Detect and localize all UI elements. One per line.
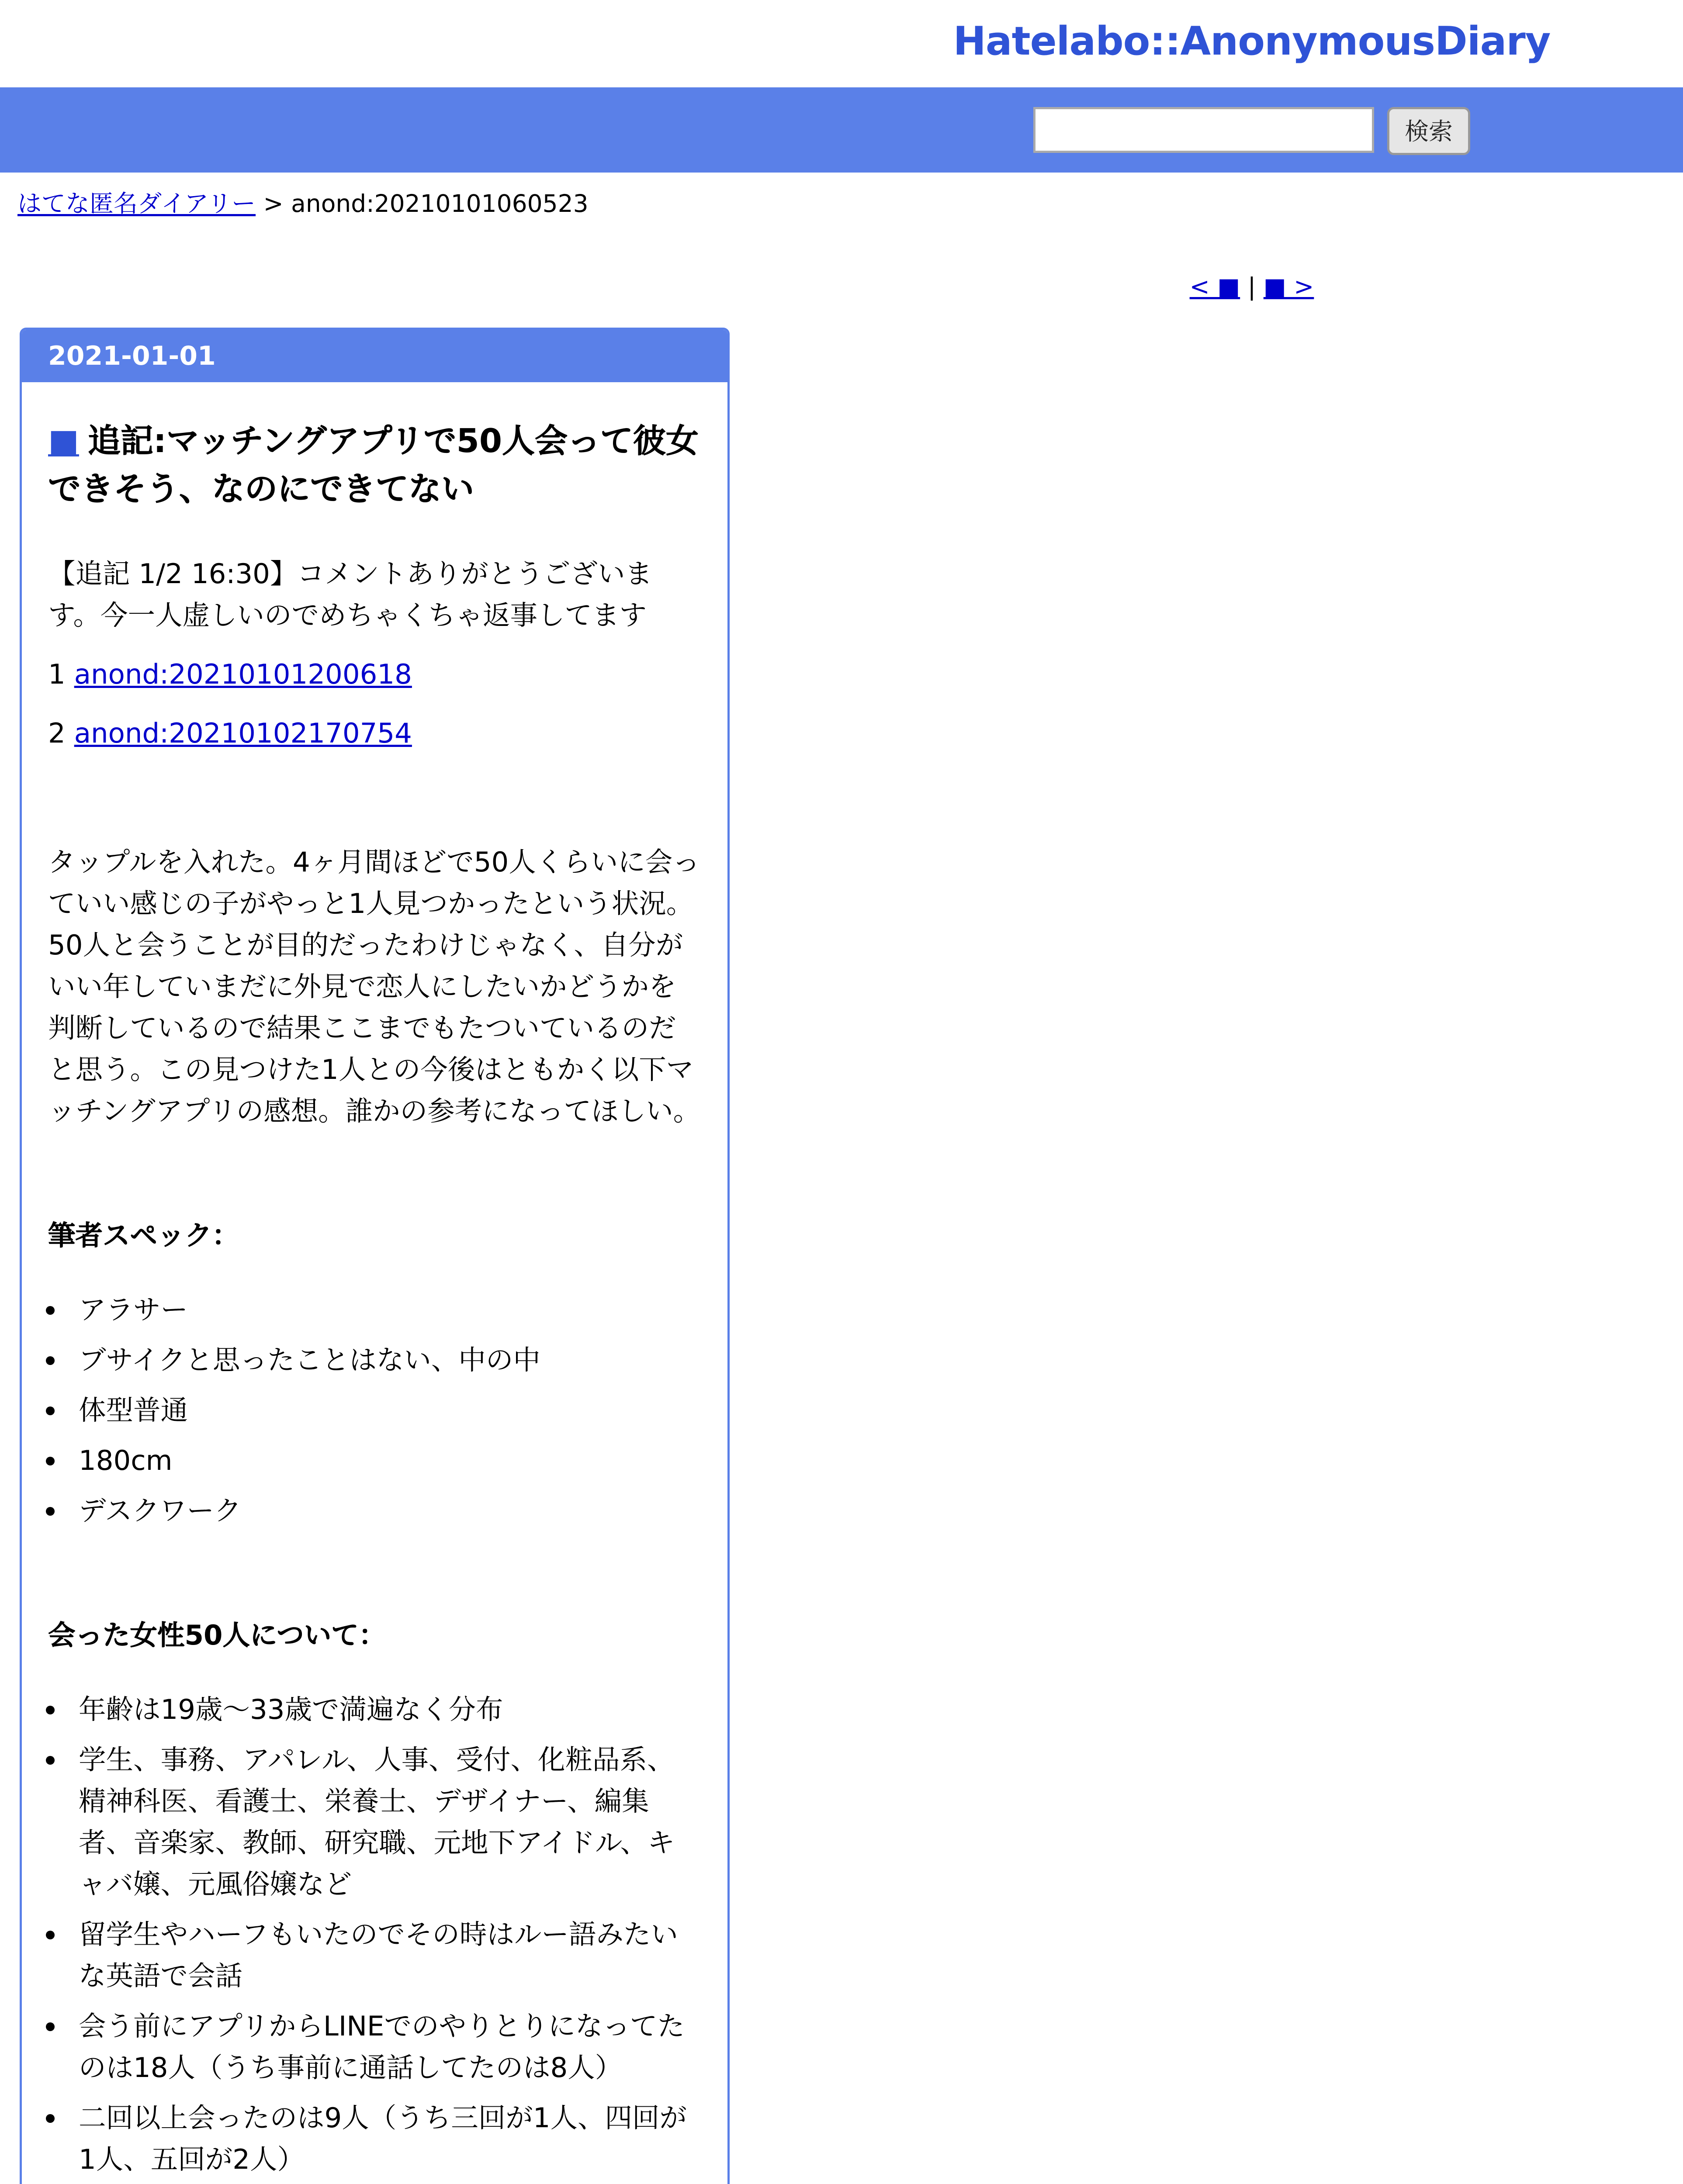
list-item: • 180cm bbox=[79, 1439, 701, 1481]
entry-section bbox=[22, 382, 727, 2184]
search-button[interactable]: 検索 bbox=[1387, 106, 1470, 154]
women-list bbox=[48, 1688, 701, 2184]
section-heading: 筆者スペック： bbox=[48, 1219, 239, 1251]
list-item: • 学生、事務、アパレル、人事、受付、化粧品系、精神科医、看護士、栄養士、デザイナー、編集者、音楽家、教師、研究職、元地下アイドル、キャバ嬢、元風俗嬢など bbox=[79, 1738, 701, 1904]
list-item: • アラサー bbox=[79, 1289, 701, 1330]
pager-separator: | bbox=[1247, 273, 1256, 301]
entry-link-number: 2 bbox=[48, 716, 66, 749]
list-item: • デスクワーク bbox=[79, 1489, 701, 1531]
list-item: • 二回以上会ったのは9人（うち三回が1人、四回が1人、五回が2人） bbox=[79, 2097, 701, 2180]
search-bar bbox=[0, 87, 1683, 173]
list-item: • 年齢は19歳〜33歳で満遍なく分布 bbox=[79, 1688, 701, 1730]
entry-link-line bbox=[48, 712, 701, 753]
site-title[interactable]: Hatelabo::AnonymousDiary bbox=[953, 20, 1551, 66]
entry-permalink[interactable]: ■ bbox=[48, 422, 79, 461]
section-heading: 会った女性50人について： bbox=[48, 1618, 386, 1651]
breadcrumb-home-link[interactable]: はてな匿名ダイアリー bbox=[17, 190, 256, 218]
day-date[interactable]: 2021-01-01 bbox=[22, 330, 727, 382]
list-item: • 体型普通 bbox=[79, 1389, 701, 1431]
breadcrumb-current: anond:20210101060523 bbox=[291, 190, 589, 218]
entry-link-line bbox=[48, 653, 701, 695]
pager bbox=[0, 273, 1683, 301]
list-item: • 会う前にアプリからLINEでのやりとりになってたのは18人（うち事前に通話してたのは8人） bbox=[79, 2005, 701, 2088]
next-entry-link[interactable]: ■ > bbox=[1263, 273, 1314, 301]
day-box bbox=[20, 328, 730, 2184]
search-input[interactable] bbox=[1033, 107, 1374, 153]
entry-title bbox=[48, 417, 701, 513]
breadcrumb-separator: > bbox=[263, 190, 284, 218]
list-item: • ブサイクと思ったことはない、中の中 bbox=[79, 1339, 701, 1380]
prev-entry-link[interactable]: < ■ bbox=[1189, 273, 1240, 301]
entry-link-number: 1 bbox=[48, 657, 66, 690]
list-item: • 留学生やハーフもいたのでその時はルー語みたいな英語で会話 bbox=[79, 1913, 701, 1996]
breadcrumb bbox=[0, 173, 1683, 234]
entry-lead: タップルを入れた。4ヶ月間ほどで50人くらいに会っていい感じの子がやっと1人見つかったという状況。50人と会うことが目的だったわけじゃなく、自分がいい年していまだに外見で恋人にしたいかどうかを判断しているので結果ここまでもたついているのだと思う。この見つけた1人との今後はともかく以下マッチングアプリの感想。誰かの参考になってほしい。 bbox=[48, 845, 701, 1127]
entry-link[interactable]: anond:20210102170754 bbox=[74, 716, 412, 749]
entry-title-text: 追記:マッチングアプリで50人会って彼女できそう、なのにできてない bbox=[48, 422, 699, 509]
entry-link[interactable]: anond:20210101200618 bbox=[74, 657, 412, 690]
spec-list bbox=[48, 1289, 701, 1531]
entry-note: 【追記 1/2 16:30】コメントありがとうございます。今一人虚しいのでめちゃくちゃ返事してます bbox=[48, 557, 652, 631]
